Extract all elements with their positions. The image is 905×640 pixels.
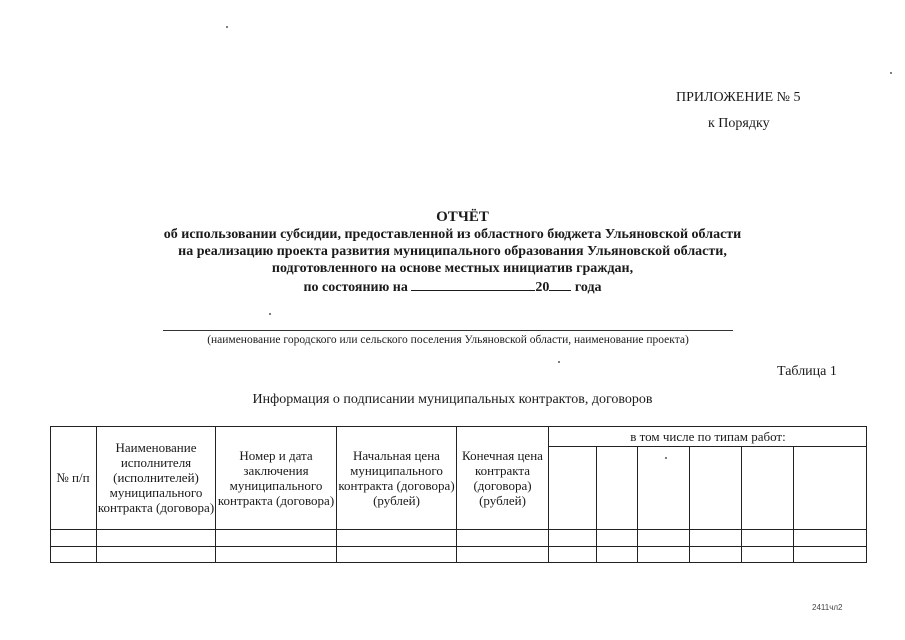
table-title: Информация о подписании муниципальных контрактов, договоров xyxy=(252,392,653,407)
header-num: № п/п xyxy=(56,470,90,485)
scan-speck xyxy=(665,457,667,459)
scan-speck xyxy=(890,72,892,74)
header-work-types: в том числе по типам работ: xyxy=(630,428,786,444)
report-heading xyxy=(0,209,905,296)
header-number-date: Номер и дата заключения муниципального контракта (договора) xyxy=(217,447,335,508)
report-date-line xyxy=(0,277,905,296)
contracts-table xyxy=(50,426,867,563)
table-row[interactable] xyxy=(50,547,867,562)
header-executor: Наименование исполнителя (исполнителей) муниципального контракта (договора) xyxy=(97,440,215,515)
report-subtitle-line-2: на реализацию проекта развития муниципального образования Ульяновской области, xyxy=(178,244,727,259)
name-fill-line[interactable] xyxy=(163,330,733,331)
year-prefix: 20 xyxy=(535,280,550,295)
document-stamp: 2411чл2 xyxy=(812,603,843,612)
table-row[interactable] xyxy=(50,530,867,546)
date-prefix: по состоянию на xyxy=(303,280,408,295)
order-reference: к Порядку xyxy=(708,116,770,131)
name-caption: (наименование городского или сельского поселения Ульяновской области, наименование проекта) xyxy=(207,334,689,346)
year-blank[interactable] xyxy=(549,277,571,291)
appendix-label: ПРИЛОЖЕНИЕ № 5 xyxy=(676,90,801,105)
header-final-price: Конечная цена контракта (договора) (рублей) xyxy=(462,447,543,508)
scan-speck xyxy=(226,26,228,28)
scan-speck xyxy=(558,361,560,363)
report-title: ОТЧЁТ xyxy=(436,209,489,225)
report-subtitle-line-1: об использовании субсидии, предоставленной из областного бюджета Ульяновской области xyxy=(163,227,742,242)
date-suffix: года xyxy=(574,280,602,295)
report-subtitle-line-3: подготовленного на основе местных инициатив граждан, xyxy=(271,261,634,276)
header-start-price: Начальная цена муниципального контракта (договора) (рублей) xyxy=(338,447,455,508)
date-blank[interactable] xyxy=(411,277,535,291)
scan-speck xyxy=(269,313,271,315)
table-number: Таблица 1 xyxy=(777,364,837,379)
